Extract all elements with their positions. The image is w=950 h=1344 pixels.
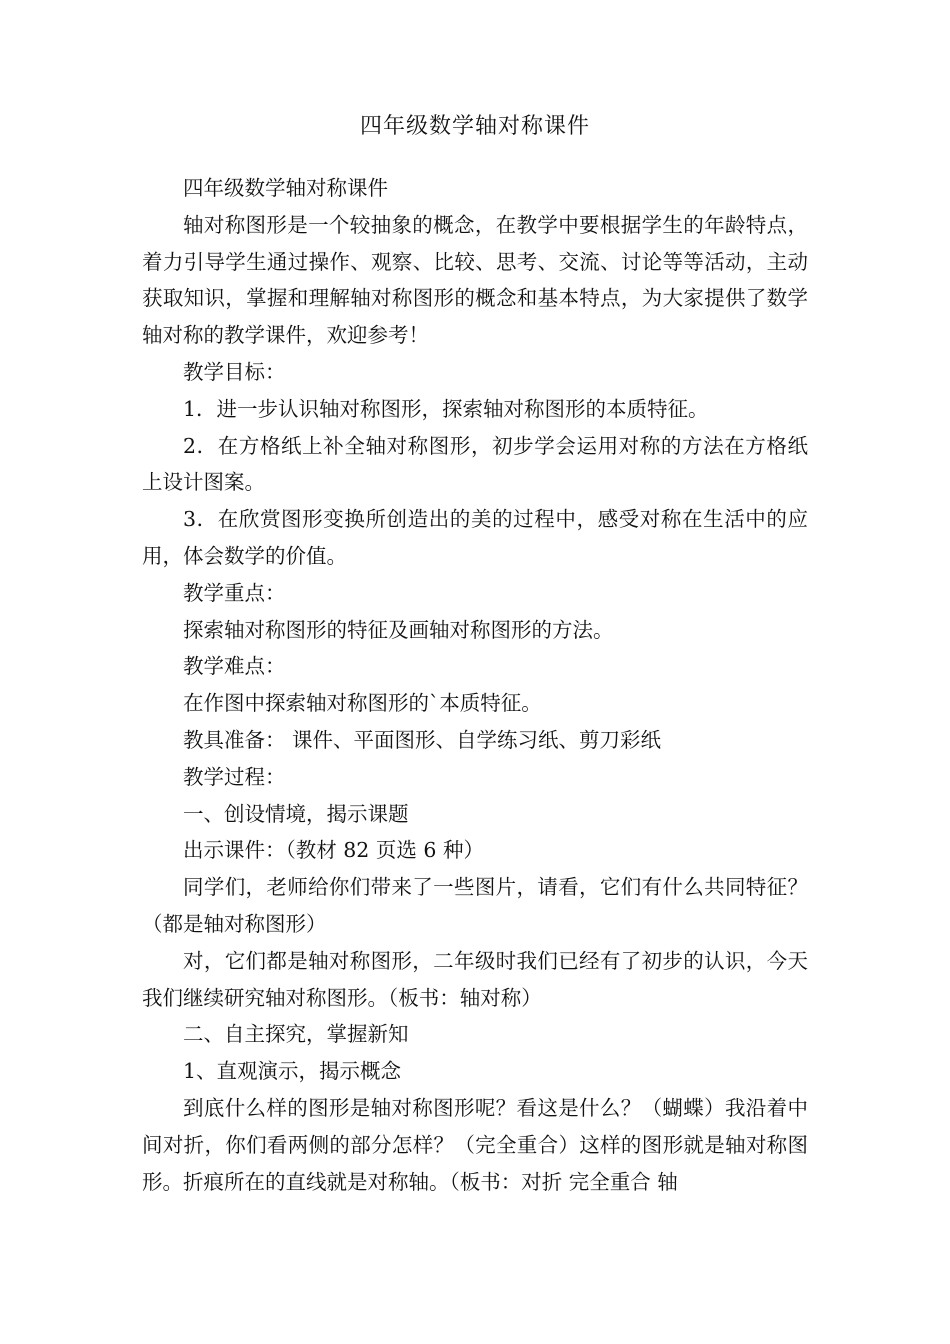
paragraph-subtitle: 四年级数学轴对称课件 bbox=[183, 176, 388, 200]
paragraph-objective-1: 1．进一步认识轴对称图形，探索轴对称图形的本质特征。 bbox=[183, 396, 709, 421]
document-body bbox=[142, 170, 808, 1200]
paragraph-objective-3: 3．在欣赏图形变换所创造出的美的过程中，感受对称在生活中的应用，体会数学的价值。 bbox=[142, 507, 808, 568]
paragraph-key-points-heading: 教学重点： bbox=[183, 580, 286, 605]
paragraph-answer: 对，它们都是轴对称图形，二年级时我们已经有了初步的认识，今天我们继续研究轴对称图形。（板书：轴对称） bbox=[142, 948, 808, 1010]
paragraph-key-points: 探索轴对称图形的特征及画轴对称图形的方法。 bbox=[183, 617, 614, 642]
paragraph-question: 同学们，老师给你们带来了一些图片，请看，它们有什么共同特征？（都是轴对称图形） bbox=[142, 875, 808, 936]
paragraph-demonstration: 到底什么样的图形是轴对称图形呢？看这是什么？（蝴蝶）我沿着中间对折，你们看两侧的部分怎样？（完全重合）这样的图形就是轴对称图形。折痕所在的直线就是对称轴。（板书：对折 完全重合 轴 bbox=[142, 1095, 808, 1194]
paragraph-section-1: 一、创设情境，揭示课题 bbox=[183, 801, 409, 826]
paragraph-difficulty-heading: 教学难点： bbox=[183, 654, 286, 679]
paragraph-materials: 教具准备： 课件、平面图形、自学练习纸、剪刀彩纸 bbox=[183, 727, 662, 752]
paragraph-objective-2: 2．在方格纸上补全轴对称图形，初步学会运用对称的方法在方格纸上设计图案。 bbox=[142, 433, 808, 495]
paragraph-objectives-heading: 教学目标： bbox=[183, 359, 286, 384]
paragraph-section-2: 二、自主探究，掌握新知 bbox=[183, 1022, 409, 1047]
paragraph-difficulty: 在作图中探索轴对称图形的`本质特征。 bbox=[183, 691, 542, 716]
document-title: 四年级数学轴对称课件 bbox=[359, 114, 590, 139]
paragraph-subsection-1: 1、直观演示，揭示概念 bbox=[183, 1059, 402, 1084]
paragraph-intro: 轴对称图形是一个较抽象的概念，在教学中要根据学生的年龄特点，着力引导学生通过操作、观察、比较、思考、交流、讨论等等活动，主动获取知识，掌握和理解轴对称图形的概念和基本特点，为大家提供了数学轴对称的教学课件，欢迎参考！ bbox=[142, 212, 808, 348]
paragraph-process-heading: 教学过程： bbox=[183, 764, 286, 789]
paragraph-show-courseware: 出示课件：（教材 82 页选 6 种） bbox=[183, 838, 484, 863]
